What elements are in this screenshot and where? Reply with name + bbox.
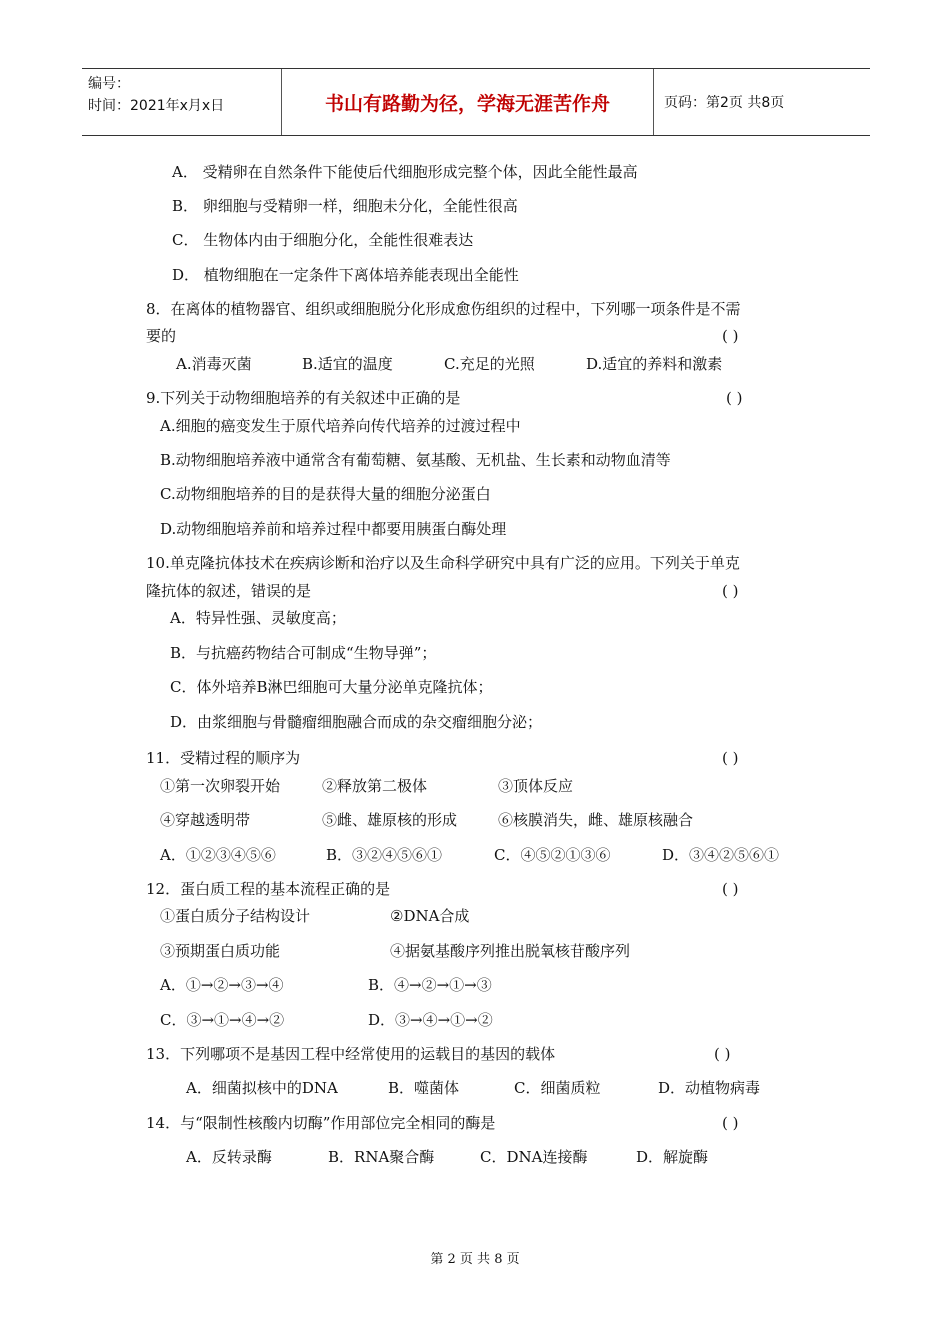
q10-option-b: B．与抗癌药物结合可制成“生物导弹”；: [170, 644, 437, 662]
q12-step: ②DNA合成: [390, 907, 470, 925]
q11-option-d: D．③④②⑤⑥①: [662, 846, 780, 864]
q10-answer-paren: ( ): [722, 582, 739, 600]
q8-stem-line1: 8．在离体的植物器官、组织或细胞脱分化形成愈伤组织的过程中，下列哪一项条件是不需: [146, 300, 741, 318]
q12-answer-paren: ( ): [722, 880, 739, 898]
q11-options: [0, 845, 950, 865]
q11-step: ①第一次卵裂开始: [160, 777, 281, 795]
q11-step: ②释放第二极体: [322, 777, 428, 795]
q8-stem-line2: 要的: [146, 327, 177, 345]
q13-option-a: A．细菌拟核中的DNA: [186, 1079, 338, 1097]
q12-options-row2: [0, 1010, 950, 1030]
q11-steps-row1: [0, 776, 950, 796]
q10-stem-line1: 10.单克隆抗体技术在疾病诊断和治疗以及生命科学研究中具有广泛的应用。下列关于单克: [146, 554, 740, 572]
q12-step: ④据氨基酸序列推出脱氧核苷酸序列: [390, 942, 631, 960]
q8-options: [0, 354, 950, 374]
q11-step: ⑥核膜消失，雌、雄原核融合: [498, 811, 694, 829]
q11-step: ④穿越透明带: [160, 811, 251, 829]
q8-option-a: A.消毒灭菌: [176, 355, 252, 373]
q11-answer-paren: ( ): [722, 749, 739, 767]
q7-option-a: A． 受精卵在自然条件下能使后代细胞形成完整个体，因此全能性最高: [172, 163, 638, 181]
q13-option-b: B．噬菌体: [388, 1079, 460, 1097]
q9-option-d: D.动物细胞培养前和培养过程中都要用胰蛋白酶处理: [160, 520, 507, 538]
q14-answer-paren: ( ): [722, 1114, 739, 1132]
q14-option-d: D．解旋酶: [636, 1148, 709, 1166]
q14-option-a: A．反转录酶: [186, 1148, 272, 1166]
q8-option-d: D.适宜的养料和激素: [586, 355, 723, 373]
q10-option-d: D．由浆细胞与骨髓瘤细胞融合而成的杂交瘤细胞分泌；: [170, 713, 543, 731]
q11-option-c: C．④⑤②①③⑥: [494, 846, 611, 864]
q12-option-c: C．③→①→④→②: [160, 1011, 285, 1029]
q8-option-c: C.充足的光照: [444, 355, 535, 373]
q8-answer-paren: ( ): [722, 327, 739, 345]
q10-option-a: A．特异性强、灵敏度高；: [170, 609, 346, 627]
q12-steps-row1: [0, 906, 950, 926]
q9-stem: 9.下列关于动物细胞培养的有关叙述中正确的是: [146, 389, 461, 407]
q12-options-row1: [0, 975, 950, 995]
q14-options: [0, 1147, 950, 1167]
page-header: [82, 68, 870, 136]
q13-answer-paren: ( ): [714, 1045, 731, 1063]
q12-steps-row2: [0, 941, 950, 961]
q11-steps-row2: [0, 810, 950, 830]
q11-stem: 11．受精过程的顺序为: [146, 749, 301, 767]
q11-option-a: A．①②③④⑤⑥: [160, 846, 276, 864]
q7-option-c: C． 生物体内由于细胞分化，全能性很难表达: [172, 231, 474, 249]
q13-options: [0, 1078, 950, 1098]
q9-option-c: C.动物细胞培养的目的是获得大量的细胞分泌蛋白: [160, 485, 491, 503]
q10-option-c: C．体外培养B淋巴细胞可大量分泌单克隆抗体；: [170, 678, 493, 696]
q13-option-c: C．细菌质粒: [514, 1079, 601, 1097]
q11-step: ③顶体反应: [498, 777, 574, 795]
q12-option-d: D．③→④→①→②: [368, 1011, 493, 1029]
q12-step: ①蛋白质分子结构设计: [160, 907, 311, 925]
q14-stem: 14．与“限制性核酸内切酶”作用部位完全相同的酶是: [146, 1114, 496, 1132]
q12-stem: 12．蛋白质工程的基本流程正确的是: [146, 880, 391, 898]
q9-option-a: A.细胞的癌变发生于原代培养向传代培养的过渡过程中: [160, 417, 521, 435]
q9-answer-paren: ( ): [726, 389, 743, 407]
q10-stem-line2: 隆抗体的叙述，错误的是: [146, 582, 312, 600]
header-motto: 书山有路勤为径，学海无涯苦作舟: [282, 69, 654, 135]
q8-option-b: B.适宜的温度: [302, 355, 393, 373]
date-label: 时间：2021年x月x日: [88, 98, 225, 114]
q12-step: ③预期蛋白质功能: [160, 942, 281, 960]
number-label: 编号：: [88, 76, 130, 92]
header-page-info: 页码：第2页 共8页: [664, 95, 785, 111]
q9-option-b: B.动物细胞培养液中通常含有葡萄糖、氨基酸、无机盐、生长素和动物血清等: [160, 451, 671, 469]
q13-option-d: D．动植物病毒: [658, 1079, 761, 1097]
q14-option-b: B．RNA聚合酶: [328, 1148, 435, 1166]
q11-step: ⑤雌、雄原核的形成: [322, 811, 458, 829]
q7-option-b: B． 卵细胞与受精卵一样，细胞未分化，全能性很高: [172, 197, 518, 215]
q12-option-a: A．①→②→③→④: [160, 976, 284, 994]
q14-option-c: C．DNA连接酶: [480, 1148, 588, 1166]
q13-stem: 13．下列哪项不是基因工程中经常使用的运载目的基因的载体: [146, 1045, 556, 1063]
q12-option-b: B．④→②→①→③: [368, 976, 492, 994]
q11-option-b: B．③②④⑤⑥①: [326, 846, 443, 864]
page-footer: 第 2 页 共 8 页: [430, 1252, 520, 1267]
header-meta: [82, 69, 282, 135]
q7-option-d: D． 植物细胞在一定条件下离体培养能表现出全能性: [172, 266, 519, 284]
